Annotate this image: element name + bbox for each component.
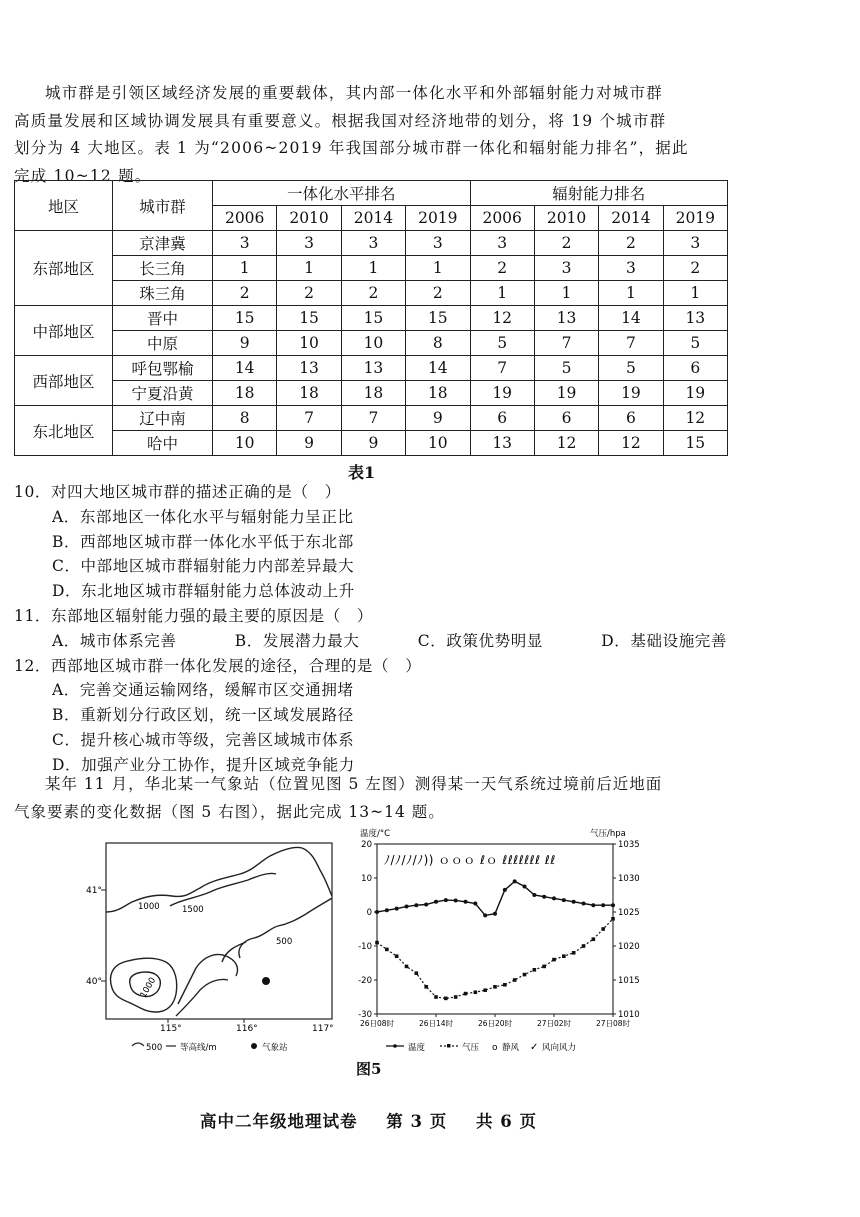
rank-cell: 2 xyxy=(663,256,727,281)
right-tick-label: 1015 xyxy=(618,976,640,986)
left-tick-label: 0 xyxy=(366,908,372,918)
rank-cell: 12 xyxy=(663,406,727,431)
temperature-point xyxy=(434,900,438,904)
cluster-cell: 中原 xyxy=(113,331,213,356)
year-header: 2019 xyxy=(406,206,470,231)
rank-cell: 13 xyxy=(534,306,598,331)
rank-cell: 3 xyxy=(534,256,598,281)
rank-cell: 2 xyxy=(534,231,598,256)
intro2-line: 某年 11 月，华北某一气象站（位置见图 5 左图）测得某一天气系统过境前后近地面 xyxy=(45,775,663,793)
rank-cell: 18 xyxy=(213,381,277,406)
rank-cell: 8 xyxy=(213,406,277,431)
contour-label: 500 xyxy=(276,937,293,947)
rank-cell: 19 xyxy=(599,381,663,406)
legend-wind-symbol: ✓ xyxy=(530,1042,539,1053)
temperature-point xyxy=(483,913,487,917)
region-cell: 中部地区 xyxy=(15,306,113,356)
rank-cell: 15 xyxy=(663,431,727,456)
x-tick-label: 27日08时 xyxy=(595,1019,631,1028)
region-cell: 东部地区 xyxy=(15,231,113,306)
longitude-label: 117° xyxy=(312,1024,334,1034)
rank-cell: 6 xyxy=(663,356,727,381)
intro-line: 城市群是引领区域经济发展的重要载体，其内部一体化水平和外部辐射能力对城市群 xyxy=(45,84,663,102)
rank-cell: 12 xyxy=(534,431,598,456)
rank-cell: 14 xyxy=(599,306,663,331)
x-tick-label: 26日20时 xyxy=(477,1019,513,1028)
rank-cell: 10 xyxy=(406,431,470,456)
year-header: 2010 xyxy=(277,206,341,231)
question-11-stem: 11．东部地区辐射能力强的最主要的原因是（ ） xyxy=(14,606,374,625)
right-axis-title: 气压/hpa xyxy=(590,829,626,839)
question-12-option: D．加强产业分工协作，提升区域竞争能力 xyxy=(52,755,355,774)
legend-contour-value: 500 xyxy=(146,1043,163,1053)
question-10-option: A．东部地区一体化水平与辐射能力呈正比 xyxy=(52,507,354,526)
temperature-point xyxy=(405,905,409,909)
rank-cell: 1 xyxy=(663,281,727,306)
region-cell: 西部地区 xyxy=(15,356,113,406)
rank-cell: 5 xyxy=(470,331,534,356)
pressure-point xyxy=(424,985,428,989)
pressure-point xyxy=(533,968,537,972)
rank-cell: 7 xyxy=(470,356,534,381)
legend-calm: 静风 xyxy=(502,1043,520,1053)
temperature-point xyxy=(454,898,458,902)
rank-cell: 9 xyxy=(277,431,341,456)
question-12-option: C．提升核心城市等级，完善区域城市体系 xyxy=(52,730,355,749)
table-caption: 表1 xyxy=(348,463,376,482)
legend-calm-symbol: ο xyxy=(492,1043,498,1053)
question-10-option: B．西部地区城市群一体化水平低于东北部 xyxy=(52,532,354,551)
year-header: 2019 xyxy=(663,206,727,231)
left-tick-label: 20 xyxy=(361,840,372,850)
question-10-stem: 10．对四大地区城市群的描述正确的是（ ） xyxy=(14,483,341,501)
wind-symbols: ﾉ/ﾉ/ﾉ/ﾉ)) ｏｏｏ ℓｏ ℓℓℓℓℓℓℓ ℓℓ xyxy=(384,853,556,867)
legend-station-symbol xyxy=(251,1043,257,1049)
legend-pressure: 气压 xyxy=(462,1043,480,1053)
rank-cell: 2 xyxy=(406,281,470,306)
cluster-cell: 辽中南 xyxy=(113,406,213,431)
footer-page: 第 3 页 xyxy=(386,1112,448,1131)
rank-cell: 2 xyxy=(213,281,277,306)
rank-cell: 14 xyxy=(213,356,277,381)
temperature-point xyxy=(532,893,536,897)
rank-cell: 1 xyxy=(341,256,405,281)
contour-label: 1000 xyxy=(138,902,160,912)
right-tick-label: 1010 xyxy=(618,1010,640,1020)
header-integration: 一体化水平排名 xyxy=(213,181,471,206)
legend-temperature-marker xyxy=(393,1044,397,1048)
rank-cell: 3 xyxy=(663,231,727,256)
temperature-point xyxy=(375,910,379,914)
pressure-point xyxy=(454,995,458,999)
pressure-point xyxy=(405,965,409,969)
legend-contour-text: 等高线/m xyxy=(180,1043,217,1053)
pressure-point xyxy=(552,958,556,962)
pressure-point xyxy=(503,983,507,987)
contour-label: 1500 xyxy=(182,905,204,915)
rank-cell: 15 xyxy=(277,306,341,331)
rank-cell: 1 xyxy=(277,256,341,281)
rank-cell: 7 xyxy=(277,406,341,431)
rank-cell: 15 xyxy=(406,306,470,331)
intro2-line: 气象要素的变化数据（图 5 右图），据此完成 13~14 题。 xyxy=(14,803,445,821)
latitude-label: 40° xyxy=(86,977,102,987)
temperature-point xyxy=(464,900,468,904)
x-tick-label: 27日02时 xyxy=(536,1019,572,1028)
question-11-option: C．政策优势明显 xyxy=(417,631,543,650)
right-tick-label: 1025 xyxy=(618,908,640,918)
temperature-point xyxy=(513,879,517,883)
cluster-cell: 宁夏沿黄 xyxy=(113,381,213,406)
pressure-point xyxy=(493,985,497,989)
figure-caption: 图5 xyxy=(356,1060,382,1078)
pressure-point xyxy=(592,937,596,941)
rank-cell: 5 xyxy=(599,356,663,381)
legend-station-text: 气象站 xyxy=(262,1043,288,1053)
intro-line: 划分为 4 大地区。表 1 为“2006~2019 年我国部分城市群一体化和辐射能力排名”，据此 xyxy=(14,139,689,157)
pressure-point xyxy=(572,951,576,955)
rank-cell: 14 xyxy=(406,356,470,381)
temperature-point xyxy=(385,908,389,912)
temperature-point xyxy=(503,888,507,892)
rank-cell: 13 xyxy=(663,306,727,331)
cluster-cell: 呼包鄂榆 xyxy=(113,356,213,381)
pressure-point xyxy=(385,948,389,952)
cluster-cell: 长三角 xyxy=(113,256,213,281)
pressure-point xyxy=(464,992,468,996)
rank-cell: 1 xyxy=(470,281,534,306)
header-radiation: 辐射能力排名 xyxy=(470,181,728,206)
left-tick-label: -10 xyxy=(358,942,372,952)
question-11-option: A．城市体系完善 xyxy=(52,631,177,650)
rank-cell: 19 xyxy=(470,381,534,406)
left-tick-label: -30 xyxy=(358,1010,372,1020)
rank-cell: 3 xyxy=(277,231,341,256)
temperature-point xyxy=(582,902,586,906)
pressure-point xyxy=(513,978,517,982)
rank-cell: 18 xyxy=(406,381,470,406)
station-marker xyxy=(262,977,270,985)
pressure-point xyxy=(483,988,487,992)
rank-cell: 1 xyxy=(406,256,470,281)
rank-cell: 18 xyxy=(277,381,341,406)
temperature-point xyxy=(523,885,527,889)
pressure-point xyxy=(434,995,438,999)
right-tick-label: 1020 xyxy=(618,942,640,952)
x-tick-label: 26日14时 xyxy=(418,1019,454,1028)
question-10-option: D．东北地区城市群辐射能力总体波动上升 xyxy=(52,582,355,601)
rank-cell: 18 xyxy=(341,381,405,406)
header-region: 地区 xyxy=(15,181,113,231)
rank-cell: 3 xyxy=(470,231,534,256)
rank-cell: 2 xyxy=(470,256,534,281)
year-header: 2006 xyxy=(213,206,277,231)
rank-cell: 3 xyxy=(599,256,663,281)
rank-cell: 10 xyxy=(341,331,405,356)
latitude-label: 41° xyxy=(86,886,102,896)
rank-cell: 12 xyxy=(470,306,534,331)
rank-cell: 5 xyxy=(534,356,598,381)
question-12-option: A．完善交通运输网络，缓解市区交通拥堵 xyxy=(52,681,354,700)
rank-cell: 2 xyxy=(599,231,663,256)
question-12-option: B．重新划分行政区划，统一区域发展路径 xyxy=(52,706,354,725)
temperature-series-line xyxy=(377,881,613,915)
temperature-point xyxy=(611,903,615,907)
contour-line xyxy=(176,979,228,1016)
pressure-point xyxy=(415,971,419,975)
cluster-cell: 晋中 xyxy=(113,306,213,331)
left-tick-label: 10 xyxy=(361,874,372,884)
legend-contour-symbol xyxy=(132,1043,144,1046)
left-tick-label: -20 xyxy=(358,976,372,986)
rank-cell: 8 xyxy=(406,331,470,356)
footer-course: 高中二年级地理试卷 xyxy=(200,1112,358,1131)
x-tick-label: 26日08时 xyxy=(359,1019,395,1028)
rank-cell: 3 xyxy=(213,231,277,256)
rank-cell: 6 xyxy=(470,406,534,431)
rank-cell: 15 xyxy=(341,306,405,331)
year-header: 2010 xyxy=(534,206,598,231)
rank-cell: 9 xyxy=(406,406,470,431)
year-header: 2006 xyxy=(470,206,534,231)
rank-cell: 3 xyxy=(406,231,470,256)
rank-cell: 6 xyxy=(599,406,663,431)
temperature-point xyxy=(444,898,448,902)
temperature-point xyxy=(414,903,418,907)
pressure-point xyxy=(444,997,448,1001)
rank-cell: 13 xyxy=(470,431,534,456)
rank-cell: 1 xyxy=(534,281,598,306)
year-header: 2014 xyxy=(341,206,405,231)
weather-chart xyxy=(358,828,640,1053)
rank-cell: 10 xyxy=(213,431,277,456)
pressure-point xyxy=(542,965,546,969)
pressure-point xyxy=(375,941,379,945)
longitude-label: 115° xyxy=(160,1024,182,1034)
rank-cell: 15 xyxy=(213,306,277,331)
contour-label: 1000 xyxy=(138,975,159,1000)
cluster-cell: 哈中 xyxy=(113,431,213,456)
year-header: 2014 xyxy=(599,206,663,231)
legend-pressure-marker xyxy=(447,1044,451,1048)
temperature-point xyxy=(424,903,428,907)
rank-cell: 13 xyxy=(341,356,405,381)
temperature-point xyxy=(591,903,595,907)
rank-cell: 1 xyxy=(599,281,663,306)
pressure-point xyxy=(601,927,605,931)
intro-line: 高质量发展和区域协调发展具有重要意义。根据我国对经济地带的划分，将 19 个城市群 xyxy=(14,111,667,130)
footer-total: 共 6 页 xyxy=(475,1112,537,1131)
rank-cell: 19 xyxy=(534,381,598,406)
question-11-option: D．基础设施完善 xyxy=(601,631,727,650)
rank-cell: 9 xyxy=(341,431,405,456)
rank-cell: 12 xyxy=(599,431,663,456)
rank-cell: 7 xyxy=(341,406,405,431)
rank-cell: 9 xyxy=(213,331,277,356)
rank-cell: 13 xyxy=(277,356,341,381)
temperature-point xyxy=(473,902,477,906)
cluster-cell: 京津冀 xyxy=(113,231,213,256)
pressure-point xyxy=(611,917,615,921)
contour-line xyxy=(178,955,238,1005)
pressure-point xyxy=(562,954,566,958)
temperature-point xyxy=(395,907,399,911)
rank-cell: 7 xyxy=(534,331,598,356)
temperature-point xyxy=(542,895,546,899)
pressure-point xyxy=(582,944,586,948)
rank-cell: 7 xyxy=(599,331,663,356)
temperature-point xyxy=(552,896,556,900)
intro-line: 完成 10~12 题。 xyxy=(14,166,152,185)
rank-cell: 1 xyxy=(213,256,277,281)
pressure-point xyxy=(474,990,478,994)
pressure-point xyxy=(395,954,399,958)
left-axis-title: 温度/°C xyxy=(360,829,391,839)
right-tick-label: 1035 xyxy=(618,840,640,850)
question-12-stem: 12．西部地区城市群一体化发展的途径，合理的是（ ） xyxy=(14,656,422,675)
cluster-cell: 珠三角 xyxy=(113,281,213,306)
question-11-option: B．发展潜力最大 xyxy=(234,631,360,650)
rank-cell: 2 xyxy=(277,281,341,306)
rank-cell: 19 xyxy=(663,381,727,406)
header-cluster: 城市群 xyxy=(113,181,213,231)
rank-cell: 3 xyxy=(341,231,405,256)
question-10-option: C．中部地区城市群辐射能力内部差异最大 xyxy=(52,557,355,576)
temperature-point xyxy=(601,903,605,907)
page-footer xyxy=(200,1108,559,1132)
legend-wind: 风向风力 xyxy=(542,1043,577,1053)
pressure-point xyxy=(523,973,527,977)
rank-cell: 6 xyxy=(534,406,598,431)
rank-cell: 5 xyxy=(663,331,727,356)
temperature-point xyxy=(572,900,576,904)
longitude-label: 116° xyxy=(236,1024,258,1034)
legend-temperature: 温度 xyxy=(408,1043,426,1053)
temperature-point xyxy=(562,898,566,902)
temperature-point xyxy=(493,912,497,916)
rank-cell: 10 xyxy=(277,331,341,356)
region-cell: 东北地区 xyxy=(15,406,113,456)
right-tick-label: 1030 xyxy=(618,874,640,884)
rank-cell: 2 xyxy=(341,281,405,306)
contour-line xyxy=(239,898,332,958)
